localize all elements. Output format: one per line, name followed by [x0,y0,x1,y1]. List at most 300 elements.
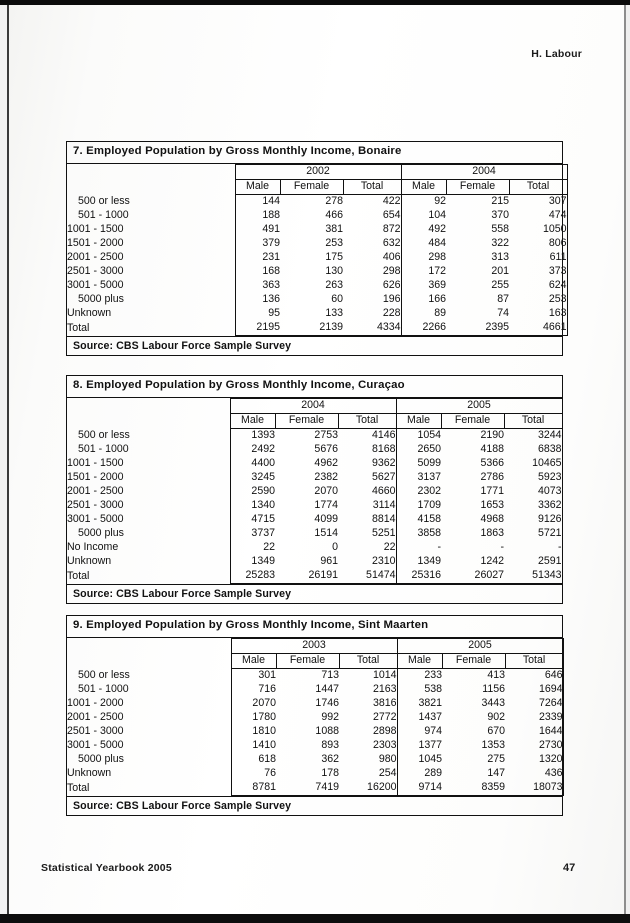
table-title: 7. Employed Population by Gross Monthly Income, Bonaire [67,142,562,164]
data-cell: 8781 [231,781,276,796]
data-grid [67,638,564,796]
data-cell: 2310 [338,555,396,569]
data-cell: 253 [325,237,343,250]
column-header-female: Female [446,179,509,194]
data-cell: 538 [397,683,442,697]
data-cell: 5721 [504,527,562,541]
data-cell: 422 [343,194,401,209]
row-label: Unknown [67,767,112,780]
data-cell: 961 [320,555,338,568]
data-cell: 196 [343,293,401,307]
column-header-male: Male [231,653,276,668]
row-label: No Income [67,541,119,554]
data-cell: 231 [235,251,280,265]
data-cell: 4660 [338,485,396,499]
year-group-header: 2005 [397,638,563,653]
data-cell: 172 [401,265,446,279]
data-cell: 22 [230,541,275,555]
data-cell: 5923 [504,471,562,485]
data-cell: 4962 [314,457,338,470]
data-cell: 5676 [314,443,338,456]
table-row [67,725,563,739]
table-row [67,321,567,336]
row-label: 2501 - 3000 [67,725,124,738]
column-header-total: Total [504,413,562,428]
data-cell: 3443 [481,697,506,710]
data-cell: 7264 [505,697,563,711]
sex-subheader-row [67,653,563,668]
data-cell: 1410 [231,739,276,753]
data-cell: 3114 [338,499,396,513]
data-cell: 166 [401,293,446,307]
data-cell: 1349 [396,555,441,569]
data-cell: 893 [321,739,339,752]
data-cell: 5251 [338,527,396,541]
table-row [67,237,567,251]
data-cell: 413 [487,669,506,682]
data-cell: - [500,541,505,554]
row-label: 3001 - 5000 [67,279,124,292]
data-cell: 1514 [314,527,338,540]
data-cell: 9126 [504,513,562,527]
data-cell: 1088 [315,725,339,738]
data-cell: 436 [505,767,563,781]
table-row [67,443,562,457]
table-row [67,683,563,697]
row-label: 500 or less [78,669,130,682]
data-cell: 1780 [231,711,276,725]
table-row [67,251,567,265]
row-label: 501 - 1000 [78,443,129,456]
column-header-female: Female [441,413,504,428]
column-header-male: Male [235,179,280,194]
table-grid-wrapper [67,398,562,584]
data-cell: 92 [401,194,446,209]
statistical-table [66,375,563,604]
data-cell: 74 [497,307,510,320]
data-cell: 3245 [230,471,275,485]
data-cell: 3244 [504,428,562,443]
data-cell: 130 [325,265,343,278]
column-header-total: Total [505,653,563,668]
table-row [67,194,567,209]
data-cell: 1437 [397,711,442,725]
data-cell: 558 [491,223,510,236]
data-cell: 632 [343,237,401,251]
row-label: 2501 - 3000 [67,265,124,278]
data-cell: 5099 [396,457,441,471]
row-label: 5000 plus [78,293,124,306]
year-group-header: 2005 [396,398,562,413]
data-cell: 144 [235,194,280,209]
row-label: 5000 plus [78,527,124,540]
scan-gutter-right [626,5,630,914]
data-cell: 263 [325,279,343,292]
data-cell: 1393 [230,428,275,443]
table-source-note: Source: CBS Labour Force Sample Survey [67,336,562,355]
data-cell: 2590 [230,485,275,499]
year-group-header: 2003 [231,638,397,653]
row-label: 1501 - 2000 [67,471,124,484]
data-cell: 654 [343,209,401,223]
data-cell: 168 [235,265,280,279]
data-cell: 133 [325,307,343,320]
column-header-female: Female [280,179,343,194]
data-cell: 974 [397,725,442,739]
data-cell: 322 [491,237,510,250]
data-cell: 76 [231,767,276,781]
data-cell: 363 [235,279,280,293]
data-cell: 1746 [315,697,339,710]
table-body [67,668,563,795]
row-label: 3001 - 5000 [67,739,124,752]
data-cell: 381 [325,223,343,236]
data-cell: 624 [509,279,567,293]
data-cell: 233 [397,668,442,683]
data-cell: 362 [321,753,339,766]
year-group-header-row [67,638,563,653]
data-cell: 4158 [396,513,441,527]
data-cell: 7419 [276,781,339,796]
data-cell: 275 [487,753,506,766]
data-cell: 215 [491,195,510,208]
row-label: Unknown [67,307,112,320]
statistical-table [66,615,563,816]
table-body [67,428,562,583]
data-cell: 1242 [480,555,505,568]
row-label: 500 or less [78,429,130,442]
data-cell: 6838 [504,443,562,457]
data-cell: 1320 [505,753,563,767]
data-cell: 4715 [230,513,275,527]
data-cell: 26191 [275,569,338,584]
data-cell: 175 [325,251,343,264]
row-label: Total [67,321,90,334]
data-cell: 626 [343,279,401,293]
data-cell: 3737 [230,527,275,541]
data-cell: 2339 [505,711,563,725]
data-cell: 1771 [480,485,505,498]
data-cell: 1447 [315,683,339,696]
data-cell: 2753 [314,429,338,442]
scan-edge-right [624,5,626,914]
data-cell: 646 [505,668,563,683]
data-cell: 0 [332,541,338,554]
table-row [67,781,563,796]
data-cell: 1340 [230,499,275,513]
data-cell: 369 [401,279,446,293]
column-header-female: Female [442,653,505,668]
data-cell: 373 [509,265,567,279]
data-cell: 51474 [338,569,396,584]
column-header-male: Male [230,413,275,428]
table-row [67,457,562,471]
data-cell: 254 [339,767,397,781]
data-cell: 22 [338,541,396,555]
column-header-male: Male [401,179,446,194]
statistical-table [66,141,567,356]
data-cell: 313 [491,251,510,264]
data-cell: 1156 [482,683,506,696]
column-header-female: Female [275,413,338,428]
data-cell: 902 [487,711,506,724]
data-cell: 611 [509,251,567,265]
data-cell: 104 [401,209,446,223]
data-cell: 2492 [230,443,275,457]
data-cell: 5366 [480,457,505,470]
data-cell: 1694 [505,683,563,697]
header-corner-cell [67,398,230,413]
table-source-note: Source: CBS Labour Force Sample Survey [67,796,562,815]
table-row [67,739,563,753]
table-header [67,398,562,428]
table-row [67,767,563,781]
row-label: 2501 - 3000 [67,499,124,512]
data-cell: 178 [321,767,339,780]
row-label: 501 - 1000 [78,209,129,222]
data-cell: 89 [401,307,446,321]
data-cell: 2266 [401,321,446,336]
table-source-note: Source: CBS Labour Force Sample Survey [67,584,562,603]
data-cell: 9362 [338,457,396,471]
data-cell: 3858 [396,527,441,541]
data-cell: 716 [231,683,276,697]
year-group-header-row [67,164,567,179]
data-cell: 1653 [480,499,505,512]
data-cell: 255 [491,279,510,292]
row-label: 1001 - 1500 [67,223,124,236]
data-cell: 136 [235,293,280,307]
data-cell: 1349 [230,555,275,569]
data-cell: 2195 [235,321,280,336]
column-header-female: Female [276,653,339,668]
table-row [67,279,567,293]
column-header-male: Male [396,413,441,428]
data-cell: 4334 [343,321,401,336]
data-cell: 2139 [280,321,343,336]
data-cell: 2898 [339,725,397,739]
table-row [67,485,562,499]
data-cell: 4661 [509,321,567,336]
data-cell: 491 [235,223,280,237]
data-cell: 1863 [480,527,505,540]
data-cell: 188 [235,209,280,223]
data-cell: 253 [509,293,567,307]
data-cell: 3362 [504,499,562,513]
subheader-corner-cell [67,413,230,428]
data-cell: 872 [343,223,401,237]
scan-edge-bottom [0,914,630,923]
column-header-male: Male [397,653,442,668]
data-cell: 2591 [504,555,562,569]
table-title: 9. Employed Population by Gross Monthly Income, Sint Maarten [67,616,562,638]
year-group-header-row [67,398,562,413]
table-row [67,697,563,711]
data-cell: 4099 [314,513,338,526]
data-cell: 474 [509,209,567,223]
table-body [67,194,567,335]
data-cell: 51343 [504,569,562,584]
data-cell: 26027 [441,569,504,584]
data-cell: 2395 [446,321,509,336]
table-row [67,428,562,443]
data-cell: 8814 [338,513,396,527]
data-cell: - [504,541,562,555]
subheader-corner-cell [67,179,235,194]
data-cell: 3821 [397,697,442,711]
data-cell: 2303 [339,739,397,753]
table-title: 8. Employed Population by Gross Monthly Income, Curaçao [67,376,562,398]
table-row [67,499,562,513]
table-row [67,223,567,237]
row-label: 3001 - 5000 [67,513,124,526]
data-cell: 228 [343,307,401,321]
data-cell: 3816 [339,697,397,711]
data-cell: 4400 [230,457,275,471]
header-corner-cell [67,164,235,179]
table-row [67,569,562,584]
data-cell: 298 [401,251,446,265]
table-row [67,209,567,223]
table-row [67,293,567,307]
row-label: 1001 - 1500 [67,457,124,470]
data-cell: 4968 [480,513,505,526]
data-cell: 307 [509,194,567,209]
row-label: 1501 - 2000 [67,237,124,250]
data-cell: 10465 [504,457,562,471]
data-cell: 806 [509,237,567,251]
row-label: 2001 - 2500 [67,251,124,264]
data-grid [67,398,563,584]
table-row [67,541,562,555]
table-row [67,513,562,527]
data-cell: 9714 [397,781,442,796]
data-cell: 379 [235,237,280,251]
table-grid-wrapper [67,638,562,796]
row-label: Unknown [67,555,112,568]
data-cell: 95 [235,307,280,321]
data-cell: 4073 [504,485,562,499]
data-cell: 980 [339,753,397,767]
row-label: 2001 - 2500 [67,485,124,498]
table-row [67,527,562,541]
data-cell: 25283 [230,569,275,584]
data-cell: 2302 [396,485,441,499]
data-cell: 87 [497,293,510,306]
data-cell: 406 [343,251,401,265]
data-cell: 8359 [442,781,505,796]
table-header [67,164,567,194]
sex-subheader-row [67,179,567,194]
data-cell: 492 [401,223,446,237]
column-header-total: Total [339,653,397,668]
data-cell: 1014 [339,668,397,683]
data-cell: 1050 [509,223,567,237]
data-cell: 670 [487,725,506,738]
table-row [67,555,562,569]
data-cell: 2070 [314,485,338,498]
data-cell: 618 [231,753,276,767]
row-label: 5000 plus [78,753,124,766]
data-cell: 1353 [481,739,506,752]
data-cell: 2772 [339,711,397,725]
data-cell: 484 [401,237,446,251]
data-cell: 3137 [396,471,441,485]
header-corner-cell [67,638,231,653]
data-cell: 60 [331,293,343,306]
data-cell: 2382 [314,471,338,484]
table-header [67,638,563,668]
data-cell: 2190 [480,429,505,442]
data-cell: 1377 [397,739,442,753]
data-cell: 301 [231,668,276,683]
column-header-total: Total [338,413,396,428]
data-cell: 2070 [231,697,276,711]
data-cell: 4146 [338,428,396,443]
row-label: 501 - 1000 [78,683,129,696]
data-cell: 278 [325,195,343,208]
data-cell: 2730 [505,739,563,753]
data-cell: 1045 [397,753,442,767]
data-cell: - [396,541,441,555]
data-grid [67,164,568,336]
data-cell: 8168 [338,443,396,457]
row-label: Total [67,781,90,794]
table-row [67,753,563,767]
column-header-total: Total [509,179,567,194]
data-cell: 1774 [314,499,338,512]
data-cell: 163 [509,307,567,321]
table-row [67,471,562,485]
data-cell: 18073 [505,781,563,796]
table-row [67,668,563,683]
data-cell: 2163 [339,683,397,697]
data-cell: 16200 [339,781,397,796]
data-cell: 370 [491,209,510,222]
table-grid-wrapper [67,164,567,336]
row-label: Total [67,569,90,582]
data-cell: 201 [491,265,510,278]
data-cell: 1054 [396,428,441,443]
data-cell: 466 [325,209,343,222]
year-group-header: 2004 [230,398,396,413]
scan-gutter-left [0,5,7,914]
table-row [67,307,567,321]
data-cell: 992 [321,711,339,724]
column-header-total: Total [343,179,401,194]
data-cell: 147 [487,767,506,780]
table-row [67,711,563,725]
data-cell: 1810 [231,725,276,739]
sex-subheader-row [67,413,562,428]
data-cell: 5627 [338,471,396,485]
data-cell: 1709 [396,499,441,513]
data-cell: 2650 [396,443,441,457]
row-label: 500 or less [78,195,130,208]
year-group-header: 2004 [401,164,567,179]
data-cell: 4188 [480,443,505,456]
running-head-chapter: H. Labour [531,48,582,60]
data-cell: 289 [397,767,442,781]
subheader-corner-cell [67,653,231,668]
data-cell: 298 [343,265,401,279]
data-cell: 25316 [396,569,441,584]
row-label: 1001 - 2000 [67,697,124,710]
table-row [67,265,567,279]
year-group-header: 2002 [235,164,401,179]
data-cell: 2786 [480,471,505,484]
data-cell: 713 [321,669,339,682]
